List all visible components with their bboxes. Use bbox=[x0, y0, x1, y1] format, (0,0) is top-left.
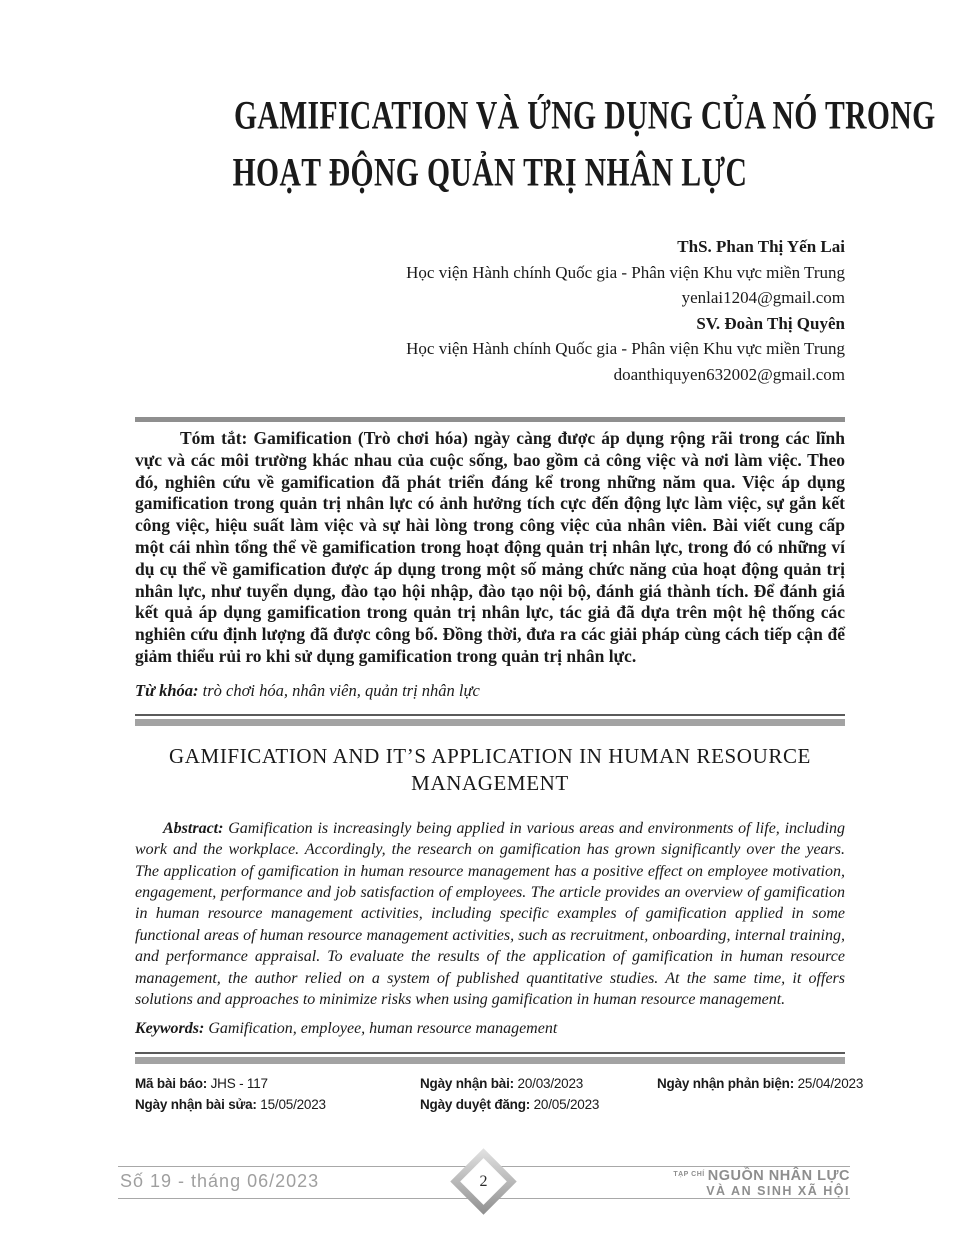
abstract-top-rule bbox=[135, 417, 845, 422]
meta-received-label: Ngày nhận bài: bbox=[420, 1076, 514, 1092]
abstract-vi-paragraph bbox=[135, 428, 845, 668]
author-2-name: SV. Đoàn Thị Quyên bbox=[696, 313, 845, 333]
divider-thick-line bbox=[135, 719, 845, 726]
meta-reviewed-value: 25/04/2023 bbox=[797, 1076, 864, 1092]
journal-logo-line2: VÀ AN SINH XÃ HỘI bbox=[706, 1184, 850, 1198]
keywords-vi-label: Từ khóa: bbox=[135, 680, 199, 700]
meta-revised-date bbox=[135, 1094, 326, 1115]
article-title-en bbox=[135, 743, 845, 797]
meta-reviewed-label: Ngày nhận phản biện: bbox=[657, 1076, 795, 1092]
keywords-vi-text: trò chơi hóa, nhân viên, quản trị nhân lực bbox=[202, 680, 480, 700]
page-number: 2 bbox=[479, 1172, 488, 1190]
keywords-en-line bbox=[135, 1019, 845, 1039]
meta-article-id bbox=[135, 1073, 326, 1094]
meta-revised-label: Ngày nhận bài sửa: bbox=[135, 1097, 257, 1113]
keywords-en-text: Gamification, employee, human resource management bbox=[208, 1020, 558, 1038]
meta-article-id-label: Mã bài báo: bbox=[135, 1076, 208, 1092]
abstract-en-text: Gamification is increasingly being applied in various areas and environments of life, including work and the workplace. Accordingly, the research on gamification has grown significantly over the years. The application of gamification in human resource management has a positive effect on employee motivation, engagement, performance and job satisfaction of employees. The article provides an overview of gamification in human resource management activities, including specific examples of gamification applied in some functional areas of human resource management activities, such as recruitment, onboarding, internal training, and performance appraisal. To evaluate the results of the application of gamification in human resource management, the author relied on a system of published quantitative studies. At the same time, it offers solutions and approaches to minimize risks when using gamification in human resource management. bbox=[135, 819, 846, 1009]
meta-accepted-date bbox=[420, 1094, 599, 1115]
meta-column-3 bbox=[657, 1073, 863, 1094]
meta-accepted-label: Ngày duyệt đăng: bbox=[420, 1097, 531, 1113]
journal-logo-name: NGUỒN NHÂN LỰC bbox=[707, 1168, 850, 1184]
article-title-en-line2: MANAGEMENT bbox=[411, 770, 569, 795]
abstract-vi-label: Tóm tắt: bbox=[180, 428, 248, 448]
abstract-vi-text: Gamification (Trò chơi hóa) ngày càng được áp dụng rộng rãi trong các lĩnh vực và các môi trường khác nhau của cuộc sống, bao gồm cả công việc và nơi làm việc. Theo đó, nghiên cứu về gamification đã phát triển đáng kể trong những năm qua. Việc áp dụng gamification trong quản trị nhân lực có ảnh hưởng tích cực đến động lực làm việc, sự gắn kết công việc, hiệu suất làm việc và sự hài lòng trong công việc của nhân viên. Bài viết cung cấp một cái nhìn tổng thể về gamification trong hoạt động quản trị nhân lực, trong đó có những ví dụ cụ thể về gamification được áp dụng trong một số mảng chức năng của hoạt động quản trị nhân lực, như tuyển dụng, đào tạo hội nhập, đào tạo nội bộ, đánh giá thành tích. Để đánh giá kết quả áp dụng gamification trong quản trị nhân lực, tác giả đã dựa trên một hệ thống các nghiên cứu định lượng đã được công bố. Đồng thời, đưa ra các giải pháp cùng cách tiếp cận để giảm thiểu rủi ro khi sử dụng gamification trong quản trị nhân lực. bbox=[135, 428, 846, 666]
section-divider-rule bbox=[135, 714, 845, 726]
meta-received-date bbox=[420, 1073, 599, 1094]
article-meta-block bbox=[135, 1073, 864, 1119]
meta-column-1 bbox=[135, 1073, 326, 1115]
journal-logo-line1 bbox=[673, 1167, 850, 1184]
abstract-en-paragraph bbox=[135, 818, 845, 1011]
keywords-en-label: Keywords: bbox=[135, 1020, 205, 1038]
meta-divider-thin-line bbox=[135, 1052, 845, 1054]
author-2-email: doanthiquyen632002@gmail.com bbox=[613, 364, 845, 384]
article-title-vi-line2: HOẠT ĐỘNG QUẢN TRỊ NHÂN LỰC bbox=[232, 150, 748, 196]
meta-column-2 bbox=[420, 1073, 599, 1115]
paper-content-column bbox=[135, 0, 936, 1119]
footer-issue-label: Số 19 - tháng 06/2023 bbox=[120, 1171, 320, 1191]
meta-accepted-value: 20/05/2023 bbox=[533, 1097, 600, 1113]
keywords-vi-line bbox=[135, 681, 845, 701]
author-1-affiliation: Học viện Hành chính Quốc gia - Phân viện Khu vực miền Trung bbox=[406, 262, 845, 282]
author-1-email: yenlai1204@gmail.com bbox=[681, 288, 845, 307]
journal-logo bbox=[673, 1167, 850, 1199]
meta-divider-rule bbox=[135, 1052, 845, 1064]
authors-block bbox=[135, 234, 845, 387]
meta-article-id-value: JHS - 117 bbox=[210, 1076, 268, 1092]
article-title-vi-line1: GAMIFICATION VÀ ỨNG DỤNG CỦA NÓ TRONG bbox=[233, 93, 936, 139]
divider-thin-line bbox=[135, 714, 845, 716]
author-1-name: ThS. Phan Thị Yến Lai bbox=[677, 237, 845, 256]
abstract-en-label: Abstract: bbox=[163, 819, 224, 837]
journal-logo-prefix: TẠP CHÍ bbox=[673, 1171, 705, 1178]
author-2-affiliation: Học viện Hành chính Quốc gia - Phân viện Khu vực miền Trung bbox=[406, 339, 845, 358]
meta-received-value: 20/03/2023 bbox=[517, 1076, 584, 1092]
meta-divider-thick-line bbox=[135, 1057, 845, 1064]
article-title-vi bbox=[135, 88, 936, 202]
meta-reviewed-date bbox=[657, 1073, 863, 1094]
meta-revised-value: 15/05/2023 bbox=[260, 1097, 326, 1113]
article-title-en-line1: GAMIFICATION AND IT’S APPLICATION IN HUMAN RESOURCE bbox=[169, 743, 811, 768]
